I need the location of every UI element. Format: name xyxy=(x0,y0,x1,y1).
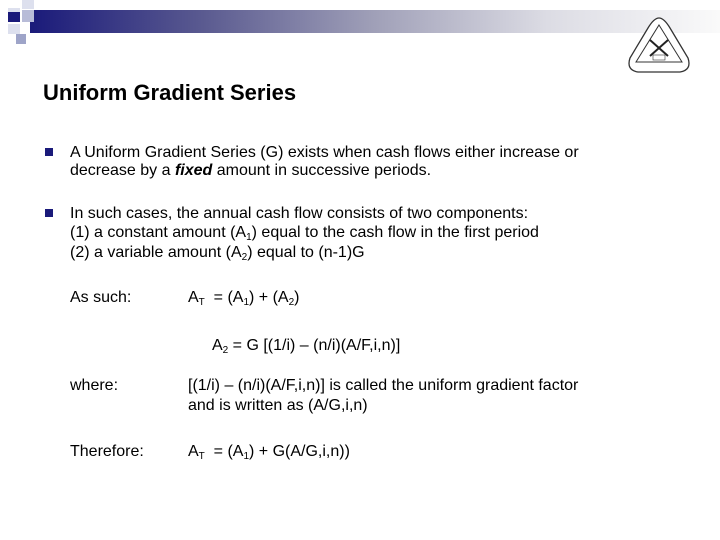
where-label: where: xyxy=(70,377,119,394)
a2-equation: $A_2 = G$ [(1/i) – (n/i)(A/F,i,n)] xyxy=(212,337,401,356)
decor-square xyxy=(22,0,34,9)
decor-square xyxy=(8,12,20,22)
decor-square xyxy=(16,34,26,44)
bullet-icon xyxy=(45,209,53,217)
decor-square xyxy=(8,24,20,34)
header-gradient-bar xyxy=(30,10,720,33)
at-equation: $A_T = (A_1) + (A_2)$ xyxy=(188,289,300,308)
therefore-equation: $A_T = (A_1) + G(A/G,i,n)$) xyxy=(188,443,350,462)
bullet-2-line-3: (2) a variable amount $(A_2)$ equal to (n-1)G xyxy=(70,244,365,263)
therefore-label: Therefore: xyxy=(70,443,144,460)
bullet-icon xyxy=(45,148,53,156)
school-seal-logo xyxy=(620,14,698,76)
bullet-2-line-2: (1) a constant amount $(A_1)$ equal to the cash flow in the first period xyxy=(70,224,539,243)
bullet-1-line-2: decrease by a fixed amount in successive periods. xyxy=(70,162,432,179)
where-line-2: and is written as (A/G,i,n) xyxy=(188,397,368,414)
bullet-2-line-1: In such cases, the annual cash flow consists of two components: xyxy=(70,205,529,222)
bullet-1-line-1: A Uniform Gradient Series (G) exists when cash flows either increase or xyxy=(70,144,579,161)
where-line-1: [(1/i) – (n/i)(A/F,i,n)] is called the uniform gradient factor xyxy=(188,377,579,394)
as-such-label: As such: xyxy=(70,289,132,306)
slide-title: Uniform Gradient Series xyxy=(43,80,297,105)
decor-square xyxy=(22,10,34,22)
